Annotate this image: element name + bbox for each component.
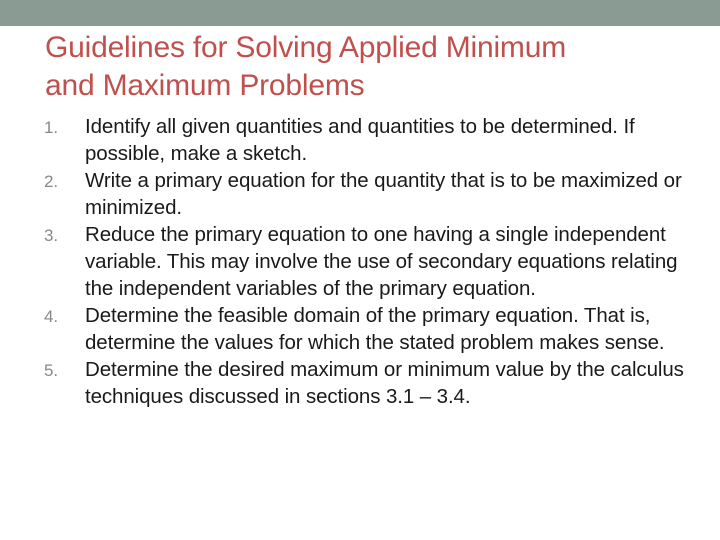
list-item-step-1 [0, 113, 685, 167]
slide-title [45, 29, 695, 105]
list-item-step-2 [0, 167, 685, 221]
step-number: 4. [44, 307, 58, 326]
top-accent-bar [0, 0, 720, 26]
list-item-step-3 [0, 221, 685, 302]
step-text: Determine the feasible domain of the primary equation. That is, determine the values for which the stated problem makes sense. [85, 304, 665, 354]
list-item-step-5 [0, 356, 685, 410]
step-number: 3. [44, 226, 58, 245]
slide-title-line-2: and Maximum Problems [45, 69, 365, 102]
step-number: 5. [44, 361, 58, 380]
slide-title-line-1: Guidelines for Solving Applied Minimum [45, 31, 566, 64]
step-text: Write a primary equation for the quantity that is to be maximized or minimized. [85, 169, 682, 219]
step-text: Determine the desired maximum or minimum value by the calculus techniques discussed in sections 3.1 – 3.4. [85, 358, 684, 408]
step-number: 2. [44, 172, 58, 191]
step-text: Reduce the primary equation to one having a single independent variable. This may involve the use of secondary equations relating the independent variables of the primary equation. [85, 223, 678, 300]
list-item-step-4 [0, 302, 685, 356]
step-text: Identify all given quantities and quantities to be determined. If possible, make a sketch. [85, 115, 635, 165]
step-number: 1. [44, 118, 58, 137]
guidelines-list [0, 113, 720, 410]
